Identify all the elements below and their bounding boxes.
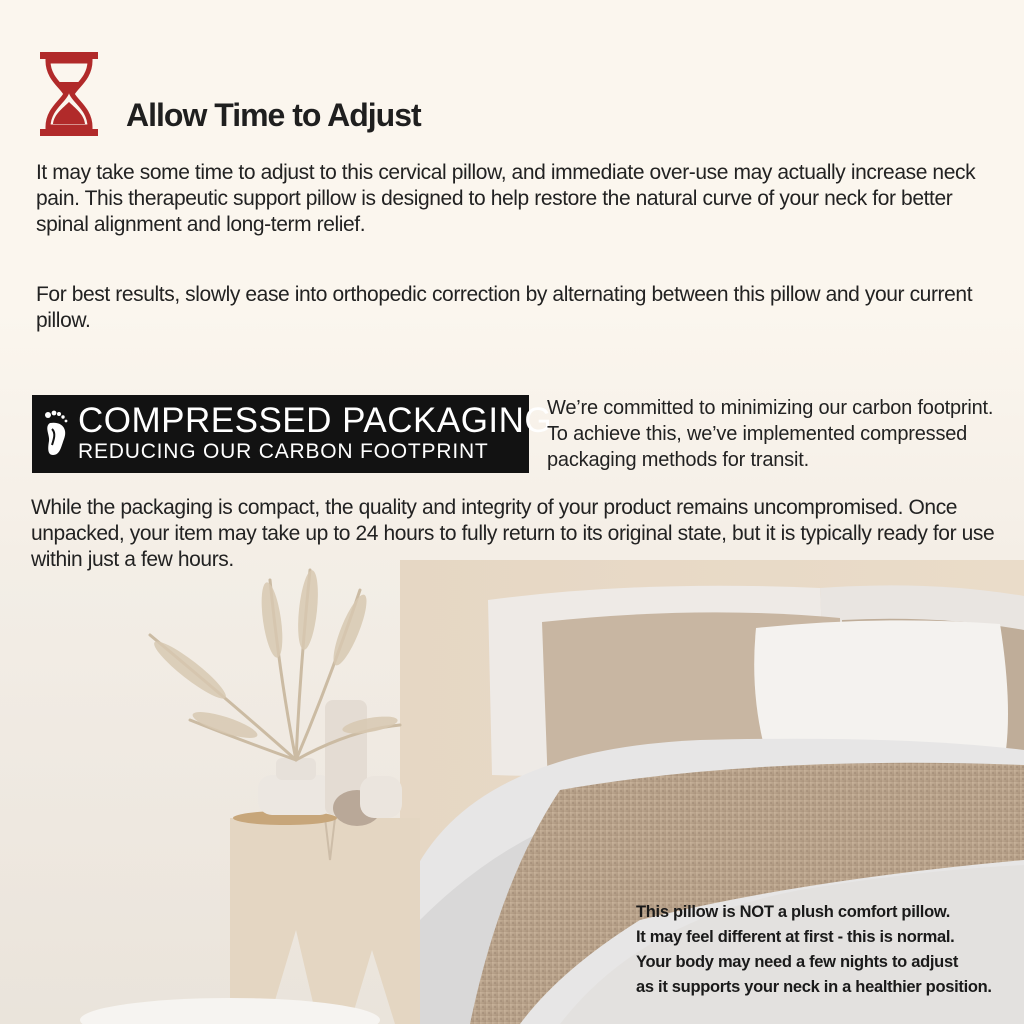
adjust-paragraph: It may take some time to adjust to this cervical pillow, and immediate over-use may actually increase neck pain. This therapeutic support pillow is designed to help restore the natural curve of your neck for better spinal alignment and long-term relief. [36,161,976,236]
best-results-paragraph: For best results, slowly ease into orthopedic correction by alternating between this pillow and your current pillow. [36,283,973,332]
comfort-note [636,900,1016,1000]
note-line: This pillow is NOT a plush comfort pillow. [636,903,951,921]
page-title: Allow Time to Adjust [126,97,421,133]
note-line: as it supports your neck in a healthier position. [636,978,992,996]
footprint-icon [42,409,72,457]
banner-title: COMPRESSED PACKAGING [78,401,553,440]
packaging-description: We’re committed to minimizing our carbon footprint. To achieve this, we’ve implemented compressed packaging methods for transit. [547,397,994,471]
note-line: It may feel different at first - this is normal. [636,928,955,946]
note-line: Your body may need a few nights to adjust [636,953,959,971]
hourglass-icon [40,52,98,136]
banner-subtitle: REDUCING OUR CARBON FOOTPRINT [78,440,489,463]
packaging-details-paragraph: While the packaging is compact, the quality and integrity of your product remains uncompromised. Once unpacked, your item may take up to 24 hours to fully return to its original state, but it is typically ready for use within just a few hours. [31,496,995,571]
compressed-packaging-banner [32,395,553,473]
